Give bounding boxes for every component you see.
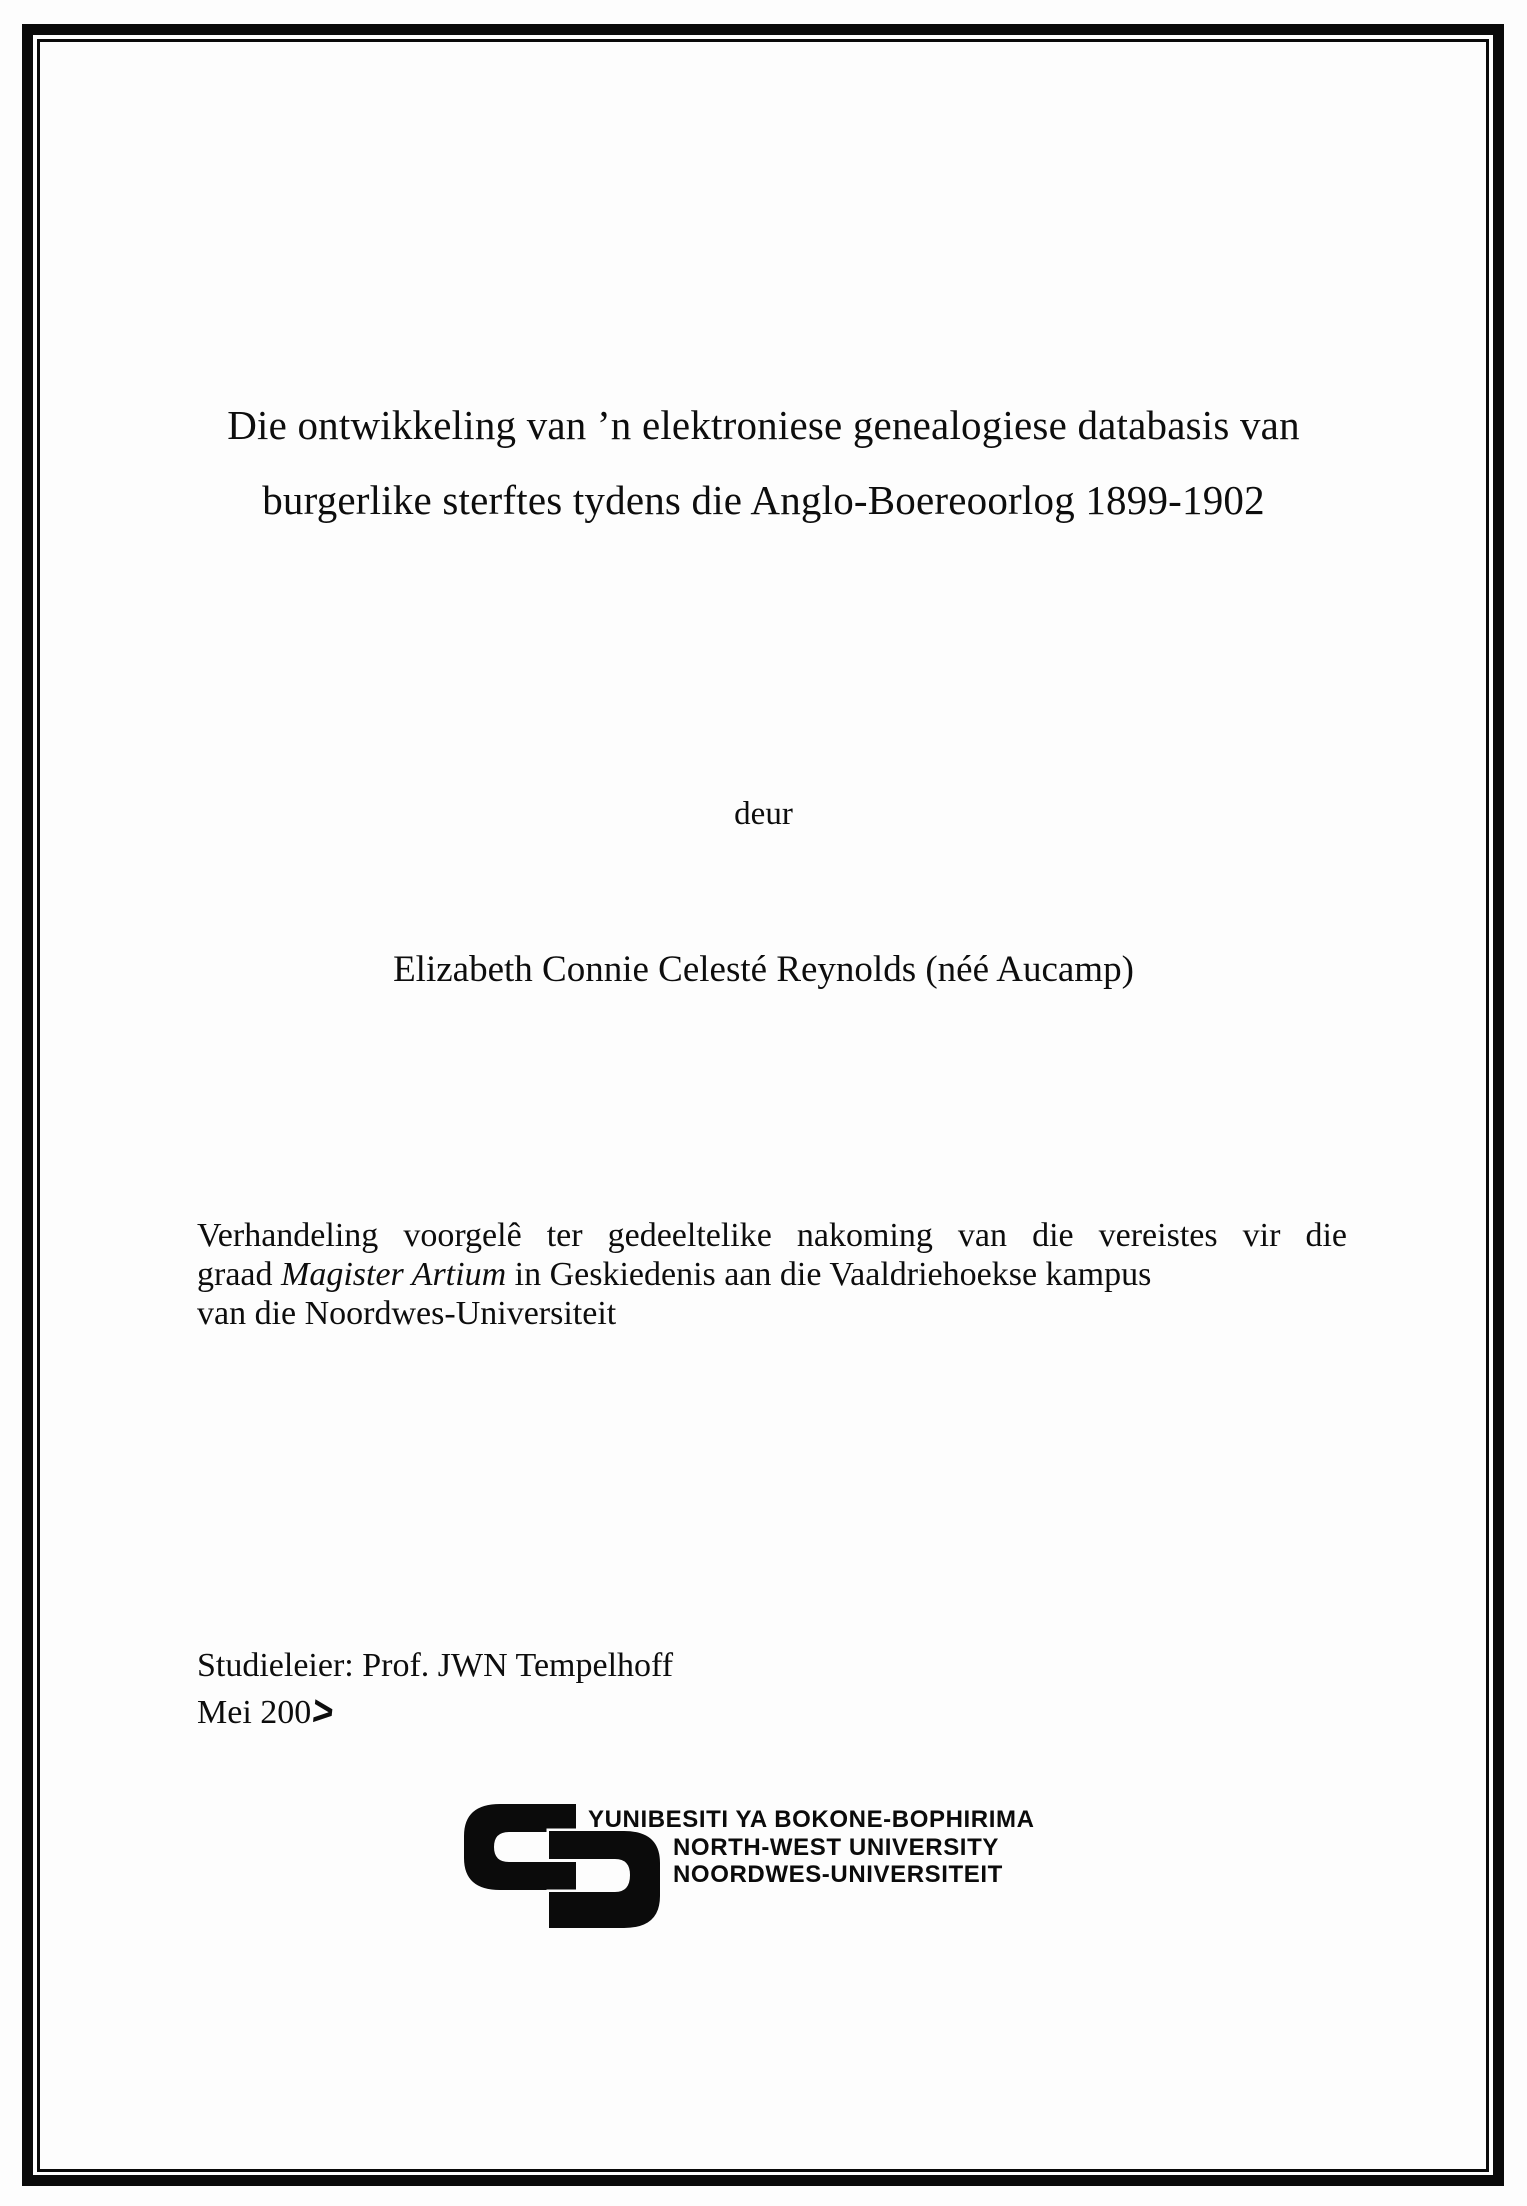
date-line (197, 1689, 673, 1736)
supervisor-line: Studieleier: Prof. JWN Tempelhoff (197, 1647, 674, 1684)
logo-text-line-setswana: YUNIBESITI YA BOKONE-BOPHIRIMA (588, 1806, 1035, 1833)
degree-statement (197, 1216, 1347, 1333)
degree-name-italic: Magister Artium (281, 1256, 507, 1293)
supervisor-block (197, 1642, 673, 1736)
university-logo-text (588, 1806, 1035, 1889)
thesis-title-line-2: burgerlike sterftes tydens die Anglo-Boereoorlog 1899-1902 (262, 477, 1265, 523)
university-logo (464, 1798, 1104, 1963)
handwritten-seven-glyph: > (310, 1687, 337, 1737)
author-name: Elizabeth Connie Celesté Reynolds (néé Aucamp) (393, 949, 1134, 990)
degree-statement-line-2 (197, 1255, 1347, 1294)
thesis-title (110, 388, 1417, 538)
degree-statement-line-3: van die Noordwes-Universiteit (197, 1295, 617, 1332)
degree-statement-line-2-suffix: in Geskiedenis aan die Vaaldriehoekse kampus (506, 1256, 1152, 1293)
thesis-title-line-1: Die ontwikkeling van ’n elektroniese genealogiese databasis van (227, 402, 1300, 448)
date-text: Mei 200 (197, 1694, 312, 1731)
byline-label: deur (734, 796, 793, 832)
logo-text-line-afrikaans: NOORDWES-UNIVERSITEIT (673, 1861, 1003, 1888)
degree-statement-line-1: Verhandeling voorgelê ter gedeeltelike nakoming van die vereistes vir die (197, 1217, 1347, 1254)
degree-statement-line-2-prefix: graad (197, 1256, 282, 1293)
logo-text-line-english: NORTH-WEST UNIVERSITY (673, 1833, 999, 1861)
